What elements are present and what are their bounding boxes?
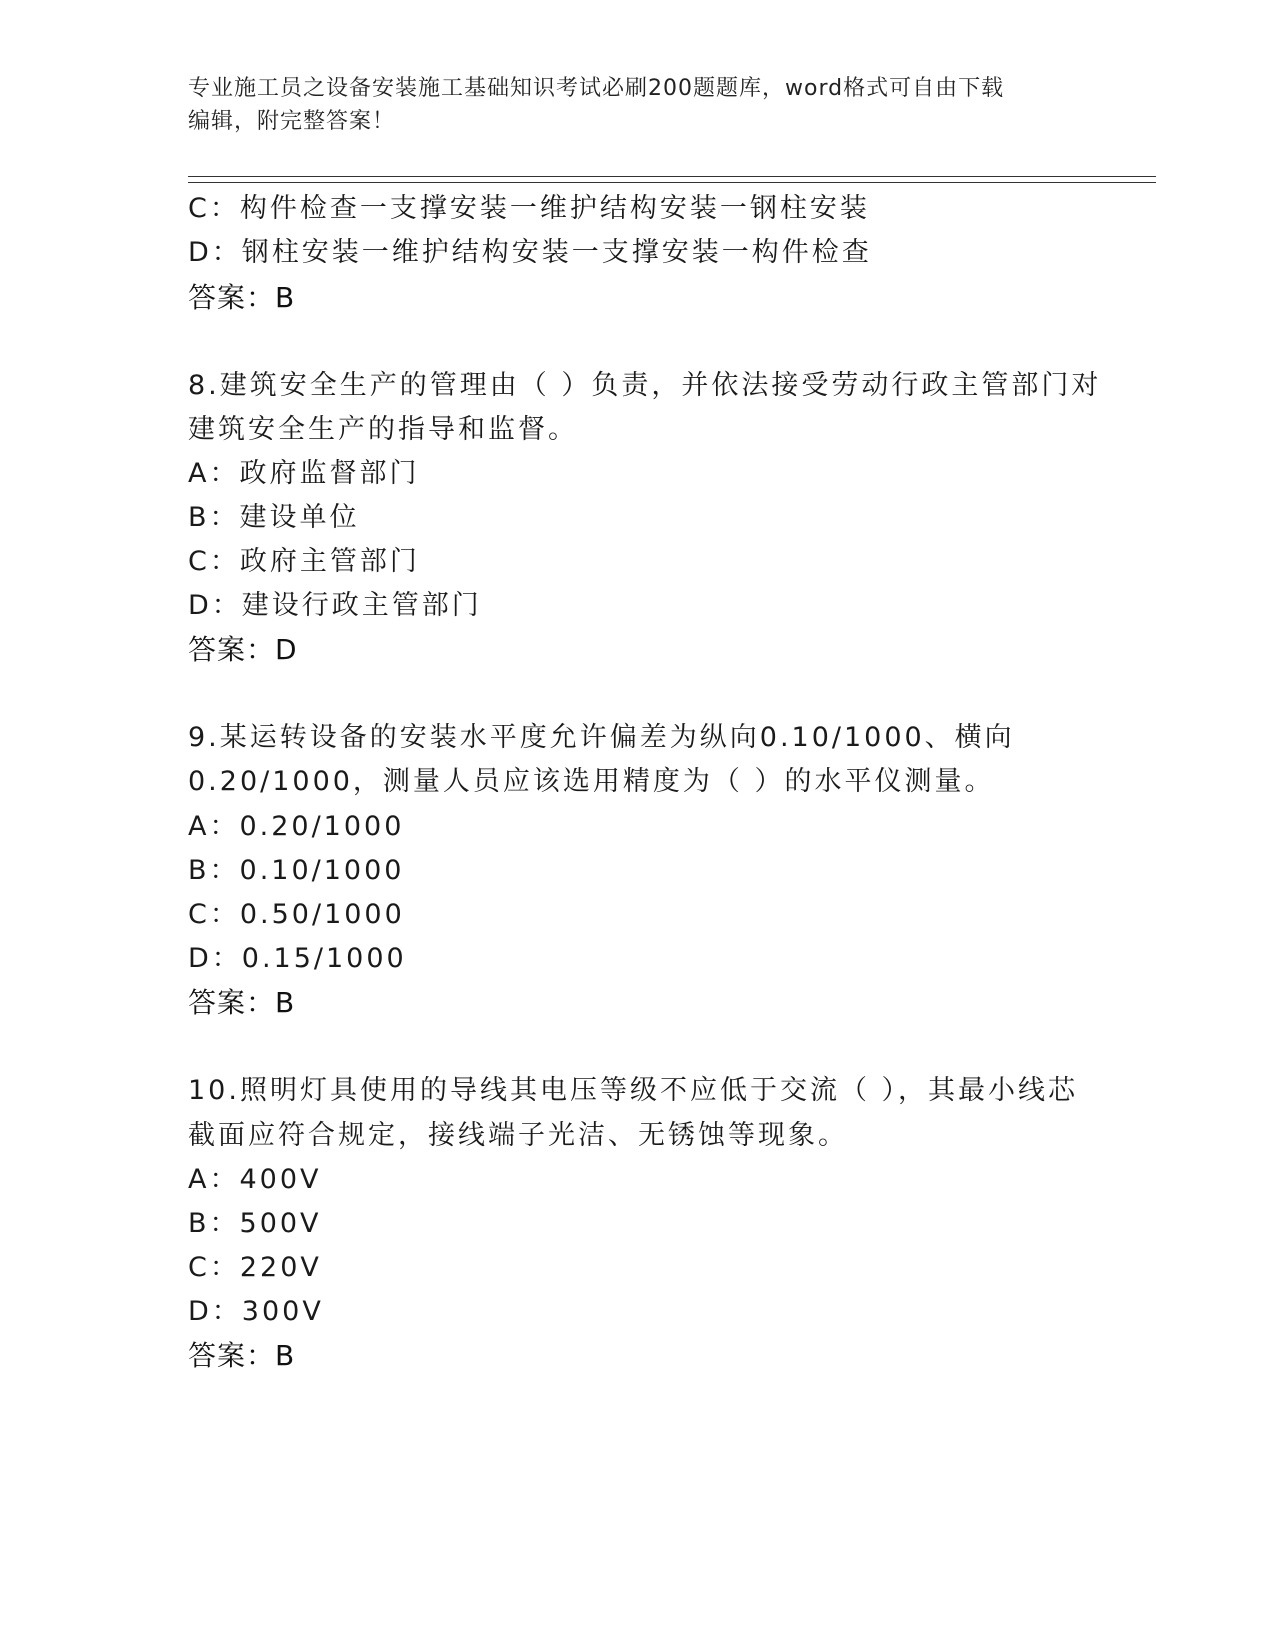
q8-answer: 答案：D	[188, 633, 298, 666]
header-divider-bottom	[188, 182, 1156, 183]
q10-stem-line-2: 截面应符合规定，接线端子光洁、无锈蚀等现象。	[188, 1120, 848, 1151]
q10-stem-line-1: 10.照明灯具使用的导线其电压等级不应低于交流（ ），其最小线芯	[188, 1075, 1079, 1106]
q7-option-d: D：钢柱安装一维护结构安装一支撑安装一构件检查	[188, 237, 872, 268]
q8-option-d: D：建设行政主管部门	[188, 590, 482, 621]
q9-option-d: D：0.15/1000	[188, 943, 407, 974]
q10-answer: 答案：B	[188, 1339, 296, 1372]
q8-stem-line-2: 建筑安全生产的指导和监督。	[188, 414, 578, 445]
header-title-line-1: 专业施工员之设备安装施工基础知识考试必刷200题题库，word格式可自由下载	[188, 76, 1005, 101]
q9-stem-line-2: 0.20/1000，测量人员应该选用精度为（ ）的水平仪测量。	[188, 766, 995, 797]
header-divider-top	[188, 176, 1156, 177]
q9-option-a: A：0.20/1000	[188, 811, 405, 842]
q10-option-c: C：220V	[188, 1252, 322, 1283]
header-title-line-2: 编辑，附完整答案！	[188, 109, 396, 134]
q8-option-b: B：建设单位	[188, 502, 360, 533]
q7-option-c: C：构件检查一支撑安装一维护结构安装一钢柱安装	[188, 193, 870, 224]
q10-option-b: B：500V	[188, 1208, 322, 1239]
q8-option-c: C：政府主管部门	[188, 546, 420, 577]
document-header	[188, 72, 1068, 138]
q9-stem-line-1: 9.某运转设备的安装水平度允许偏差为纵向0.10/1000、横向	[188, 722, 1015, 753]
q9-option-c: C：0.50/1000	[188, 899, 405, 930]
q8-option-a: A：政府监督部门	[188, 458, 420, 489]
q8-stem-line-1: 8.建筑安全生产的管理由（ ）负责，并依法接受劳动行政主管部门对	[188, 370, 1102, 401]
q9-answer: 答案：B	[188, 986, 296, 1019]
q7-answer: 答案：B	[188, 281, 296, 314]
q9-option-b: B：0.10/1000	[188, 855, 405, 886]
q10-option-a: A：400V	[188, 1164, 322, 1195]
q10-option-d: D：300V	[188, 1296, 324, 1327]
